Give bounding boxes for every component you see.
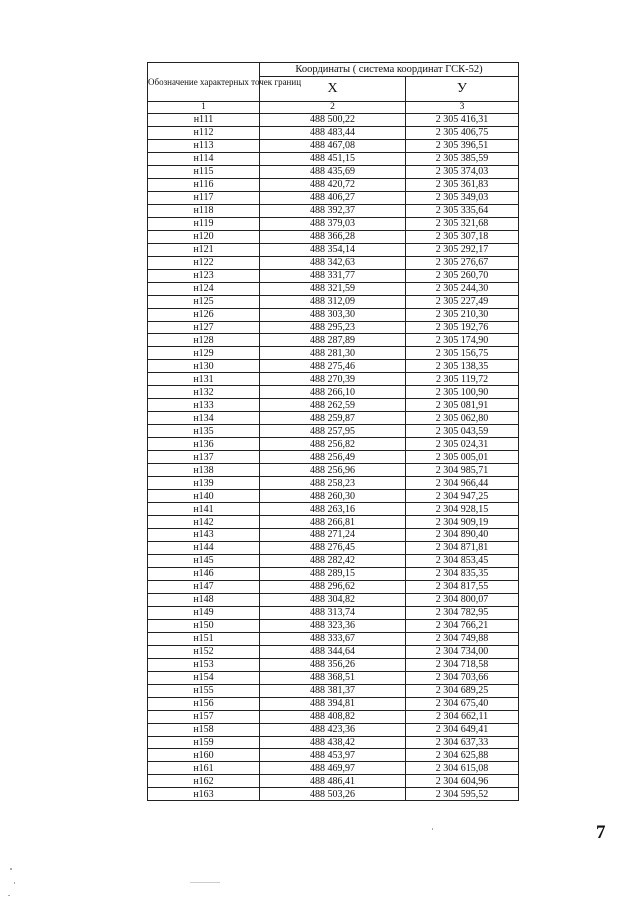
point-id-cell: н159 [148, 736, 260, 749]
table-row [148, 295, 519, 308]
table-row [148, 139, 519, 152]
point-id-cell: н137 [148, 451, 260, 464]
x-coordinate-cell: 488 333,67 [260, 632, 406, 645]
x-coordinate-cell: 488 259,87 [260, 412, 406, 425]
table-row [148, 529, 519, 542]
y-coordinate-cell: 2 305 062,80 [406, 412, 519, 425]
table-row [148, 490, 519, 503]
y-coordinate-cell: 2 305 043,59 [406, 425, 519, 438]
x-coordinate-cell: 488 262,59 [260, 399, 406, 412]
y-coordinate-cell: 2 305 335,64 [406, 204, 519, 217]
point-id-cell: н135 [148, 425, 260, 438]
table-row [148, 308, 519, 321]
y-coordinate-cell: 2 304 817,55 [406, 580, 519, 593]
point-id-cell: н123 [148, 269, 260, 282]
point-id-cell: н145 [148, 554, 260, 567]
table-row [148, 334, 519, 347]
x-coordinate-cell: 488 257,95 [260, 425, 406, 438]
y-coordinate-cell: 2 304 703,66 [406, 671, 519, 684]
point-id-cell: н113 [148, 139, 260, 152]
point-id-cell: н129 [148, 347, 260, 360]
scan-speck [190, 882, 220, 883]
y-coordinate-cell: 2 304 985,71 [406, 464, 519, 477]
x-coordinate-cell: 488 438,42 [260, 736, 406, 749]
point-id-cell: н126 [148, 308, 260, 321]
column-number-3: 3 [406, 102, 519, 114]
point-id-cell: н134 [148, 412, 260, 425]
column-number-1: 1 [148, 102, 260, 114]
y-coordinate-cell: 2 304 625,88 [406, 749, 519, 762]
x-coordinate-cell: 488 354,14 [260, 243, 406, 256]
y-coordinate-cell: 2 305 321,68 [406, 217, 519, 230]
y-coordinate-cell: 2 304 689,25 [406, 684, 519, 697]
point-id-cell: н149 [148, 606, 260, 619]
point-id-cell: н141 [148, 503, 260, 516]
y-coordinate-cell: 2 305 385,59 [406, 152, 519, 165]
table-row [148, 399, 519, 412]
y-coordinate-cell: 2 305 156,75 [406, 347, 519, 360]
table-row [148, 360, 519, 373]
table-row [148, 788, 519, 801]
x-coordinate-cell: 488 392,37 [260, 204, 406, 217]
point-designation-header: Обозначение характерных точек границ [148, 63, 260, 102]
table-row [148, 775, 519, 788]
x-coordinate-cell: 488 256,82 [260, 438, 406, 451]
x-coordinate-cell: 488 500,22 [260, 114, 406, 127]
table-row [148, 580, 519, 593]
point-id-cell: н146 [148, 567, 260, 580]
table-row [148, 204, 519, 217]
y-coordinate-cell: 2 304 782,95 [406, 606, 519, 619]
x-coordinate-cell: 488 342,63 [260, 256, 406, 269]
x-coordinate-cell: 488 435,69 [260, 165, 406, 178]
table-row [148, 321, 519, 334]
x-coordinate-cell: 488 256,96 [260, 464, 406, 477]
table-row [148, 256, 519, 269]
table-row [148, 451, 519, 464]
y-coordinate-cell: 2 305 081,91 [406, 399, 519, 412]
x-coordinate-cell: 488 289,15 [260, 567, 406, 580]
x-coordinate-cell: 488 276,45 [260, 541, 406, 554]
point-id-cell: н119 [148, 217, 260, 230]
coordinate-system-header: Координаты ( система координат ГСК-52) [260, 63, 519, 77]
point-id-cell: н122 [148, 256, 260, 269]
table-row [148, 762, 519, 775]
table-row [148, 217, 519, 230]
point-id-cell: н131 [148, 373, 260, 386]
x-coordinate-cell: 488 271,24 [260, 529, 406, 542]
table-row [148, 606, 519, 619]
x-coordinate-cell: 488 503,26 [260, 788, 406, 801]
point-id-cell: н139 [148, 477, 260, 490]
x-coordinate-cell: 488 331,77 [260, 269, 406, 282]
table-row [148, 593, 519, 606]
table-row [148, 425, 519, 438]
x-coordinate-cell: 488 408,82 [260, 710, 406, 723]
x-coordinate-cell: 488 406,27 [260, 191, 406, 204]
table-row [148, 464, 519, 477]
x-coordinate-cell: 488 266,81 [260, 516, 406, 529]
x-coordinate-cell: 488 469,97 [260, 762, 406, 775]
y-coordinate-cell: 2 305 005,01 [406, 451, 519, 464]
y-coordinate-cell: 2 304 947,25 [406, 490, 519, 503]
x-coordinate-cell: 488 379,03 [260, 217, 406, 230]
table-row [148, 347, 519, 360]
x-coordinate-cell: 488 483,44 [260, 126, 406, 139]
table-row [148, 736, 519, 749]
table-row [148, 438, 519, 451]
table-row [148, 684, 519, 697]
point-id-cell: н160 [148, 749, 260, 762]
table-row [148, 282, 519, 295]
x-coordinate-cell: 488 423,36 [260, 723, 406, 736]
point-id-cell: н162 [148, 775, 260, 788]
table-row [148, 697, 519, 710]
y-coordinate-cell: 2 305 024,31 [406, 438, 519, 451]
table-row [148, 373, 519, 386]
x-column-header: X [260, 77, 406, 102]
y-coordinate-cell: 2 304 749,88 [406, 632, 519, 645]
point-id-cell: н140 [148, 490, 260, 503]
y-coordinate-cell: 2 304 853,45 [406, 554, 519, 567]
point-id-cell: н161 [148, 762, 260, 775]
point-id-cell: н118 [148, 204, 260, 217]
y-coordinate-cell: 2 304 718,58 [406, 658, 519, 671]
point-id-cell: н132 [148, 386, 260, 399]
x-coordinate-cell: 488 266,10 [260, 386, 406, 399]
point-id-cell: н147 [148, 580, 260, 593]
point-id-cell: н151 [148, 632, 260, 645]
y-coordinate-cell: 2 304 734,00 [406, 645, 519, 658]
table-row [148, 554, 519, 567]
x-coordinate-cell: 488 366,28 [260, 230, 406, 243]
x-coordinate-cell: 488 296,62 [260, 580, 406, 593]
page-number: 7 [596, 822, 606, 843]
x-coordinate-cell: 488 323,36 [260, 619, 406, 632]
point-id-cell: н121 [148, 243, 260, 256]
x-coordinate-cell: 488 394,81 [260, 697, 406, 710]
table-row [148, 152, 519, 165]
scan-speck [14, 882, 15, 884]
y-column-header: У [406, 77, 519, 102]
point-id-cell: н163 [148, 788, 260, 801]
y-coordinate-cell: 2 305 406,75 [406, 126, 519, 139]
x-coordinate-cell: 488 381,37 [260, 684, 406, 697]
point-id-cell: н144 [148, 541, 260, 554]
table-row [148, 632, 519, 645]
table-row [148, 114, 519, 127]
x-coordinate-cell: 488 275,46 [260, 360, 406, 373]
x-coordinate-cell: 488 263,16 [260, 503, 406, 516]
point-id-cell: н136 [148, 438, 260, 451]
y-coordinate-cell: 2 304 928,15 [406, 503, 519, 516]
x-coordinate-cell: 488 486,41 [260, 775, 406, 788]
x-coordinate-cell: 488 312,09 [260, 295, 406, 308]
y-coordinate-cell: 2 304 966,44 [406, 477, 519, 490]
x-coordinate-cell: 488 282,42 [260, 554, 406, 567]
coordinates-table [147, 62, 519, 801]
y-coordinate-cell: 2 304 890,40 [406, 529, 519, 542]
table-row [148, 126, 519, 139]
point-id-cell: н130 [148, 360, 260, 373]
y-coordinate-cell: 2 304 835,35 [406, 567, 519, 580]
point-id-cell: н150 [148, 619, 260, 632]
point-id-cell: н155 [148, 684, 260, 697]
x-coordinate-cell: 488 304,82 [260, 593, 406, 606]
y-coordinate-cell: 2 305 396,51 [406, 139, 519, 152]
x-coordinate-cell: 488 420,72 [260, 178, 406, 191]
y-coordinate-cell: 2 305 374,03 [406, 165, 519, 178]
y-coordinate-cell: 2 304 649,41 [406, 723, 519, 736]
table-row [148, 386, 519, 399]
y-coordinate-cell: 2 305 292,17 [406, 243, 519, 256]
point-id-cell: н128 [148, 334, 260, 347]
y-coordinate-cell: 2 304 675,40 [406, 697, 519, 710]
table-row [148, 516, 519, 529]
y-coordinate-cell: 2 305 260,70 [406, 269, 519, 282]
table-row [148, 243, 519, 256]
x-coordinate-cell: 488 344,64 [260, 645, 406, 658]
point-id-cell: н154 [148, 671, 260, 684]
table-row [148, 710, 519, 723]
y-coordinate-cell: 2 305 349,03 [406, 191, 519, 204]
point-id-cell: н158 [148, 723, 260, 736]
x-coordinate-cell: 488 270,39 [260, 373, 406, 386]
table-row [148, 645, 519, 658]
point-id-cell: н143 [148, 529, 260, 542]
point-id-cell: н124 [148, 282, 260, 295]
x-coordinate-cell: 488 303,30 [260, 308, 406, 321]
table-row [148, 749, 519, 762]
point-id-cell: н125 [148, 295, 260, 308]
y-coordinate-cell: 2 305 276,67 [406, 256, 519, 269]
table-row [148, 191, 519, 204]
y-coordinate-cell: 2 305 192,76 [406, 321, 519, 334]
point-id-cell: н152 [148, 645, 260, 658]
y-coordinate-cell: 2 304 800,07 [406, 593, 519, 606]
y-coordinate-cell: 2 305 119,72 [406, 373, 519, 386]
column-number-2: 2 [260, 102, 406, 114]
x-coordinate-cell: 488 258,23 [260, 477, 406, 490]
table-row [148, 619, 519, 632]
y-coordinate-cell: 2 305 210,30 [406, 308, 519, 321]
table-row [148, 723, 519, 736]
x-coordinate-cell: 488 313,74 [260, 606, 406, 619]
x-coordinate-cell: 488 453,97 [260, 749, 406, 762]
point-id-cell: н117 [148, 191, 260, 204]
point-id-cell: н111 [148, 114, 260, 127]
table-row [148, 567, 519, 580]
point-id-cell: н133 [148, 399, 260, 412]
y-coordinate-cell: 2 304 595,52 [406, 788, 519, 801]
x-coordinate-cell: 488 451,15 [260, 152, 406, 165]
table-row [148, 477, 519, 490]
point-id-cell: н114 [148, 152, 260, 165]
y-coordinate-cell: 2 304 766,21 [406, 619, 519, 632]
table-row [148, 503, 519, 516]
y-coordinate-cell: 2 305 174,90 [406, 334, 519, 347]
y-coordinate-cell: 2 305 227,49 [406, 295, 519, 308]
table-row [148, 165, 519, 178]
y-coordinate-cell: 2 305 100,90 [406, 386, 519, 399]
y-coordinate-cell: 2 304 604,96 [406, 775, 519, 788]
point-id-cell: н112 [148, 126, 260, 139]
y-coordinate-cell: 2 304 662,11 [406, 710, 519, 723]
table-row [148, 541, 519, 554]
coordinates-table-body [148, 114, 519, 801]
y-coordinate-cell: 2 304 871,81 [406, 541, 519, 554]
point-id-cell: н116 [148, 178, 260, 191]
x-coordinate-cell: 488 467,08 [260, 139, 406, 152]
point-id-cell: н156 [148, 697, 260, 710]
y-coordinate-cell: 2 305 416,31 [406, 114, 519, 127]
point-id-cell: н120 [148, 230, 260, 243]
scan-speck [432, 828, 433, 830]
y-coordinate-cell: 2 304 615,08 [406, 762, 519, 775]
y-coordinate-cell: 2 305 307,18 [406, 230, 519, 243]
table-row [148, 269, 519, 282]
x-coordinate-cell: 488 295,23 [260, 321, 406, 334]
x-coordinate-cell: 488 281,30 [260, 347, 406, 360]
x-coordinate-cell: 488 356,26 [260, 658, 406, 671]
point-id-cell: н153 [148, 658, 260, 671]
scan-speck [8, 895, 10, 896]
scan-speck [10, 868, 12, 870]
table-row [148, 178, 519, 191]
x-coordinate-cell: 488 260,30 [260, 490, 406, 503]
y-coordinate-cell: 2 305 361,83 [406, 178, 519, 191]
point-id-cell: н157 [148, 710, 260, 723]
y-coordinate-cell: 2 305 244,30 [406, 282, 519, 295]
point-id-cell: н127 [148, 321, 260, 334]
point-id-cell: н115 [148, 165, 260, 178]
y-coordinate-cell: 2 304 909,19 [406, 516, 519, 529]
x-coordinate-cell: 488 287,89 [260, 334, 406, 347]
table-row [148, 412, 519, 425]
point-id-cell: н148 [148, 593, 260, 606]
x-coordinate-cell: 488 321,59 [260, 282, 406, 295]
table-row [148, 230, 519, 243]
x-coordinate-cell: 488 368,51 [260, 671, 406, 684]
y-coordinate-cell: 2 304 637,33 [406, 736, 519, 749]
point-id-cell: н142 [148, 516, 260, 529]
table-row [148, 658, 519, 671]
point-id-cell: н138 [148, 464, 260, 477]
table-row [148, 671, 519, 684]
x-coordinate-cell: 488 256,49 [260, 451, 406, 464]
y-coordinate-cell: 2 305 138,35 [406, 360, 519, 373]
